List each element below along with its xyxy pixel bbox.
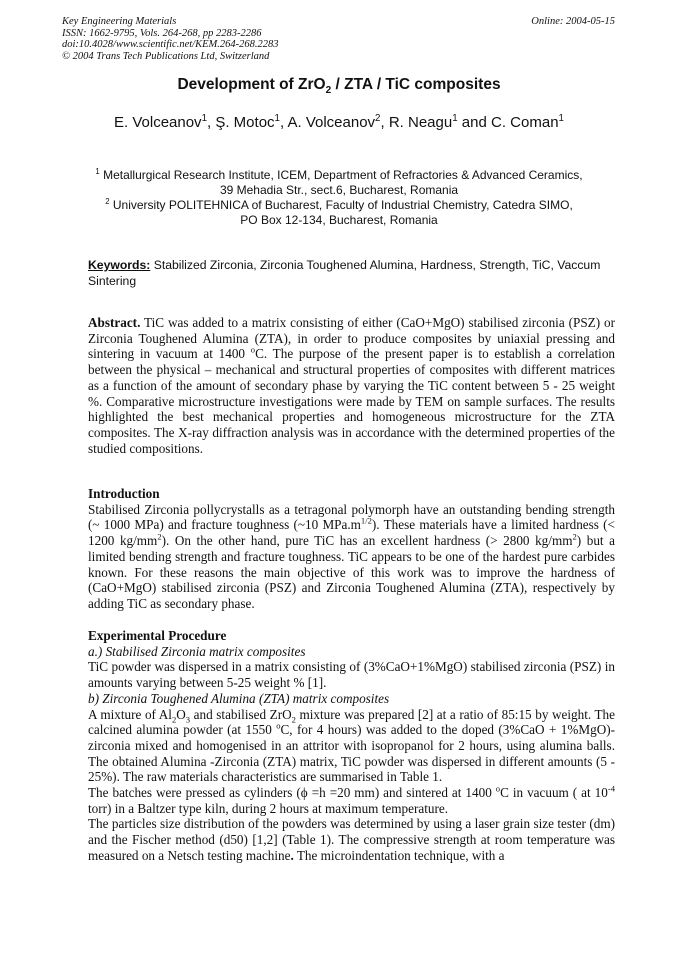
paragraph: A mixture of $Al_2O_3$ and stabilised ZrO$_2$ mixture was prepared [2] at a ratio of 85:15 by weight. The calcined alumina powder (at 1550 $^o$C, for 4 hours) was added to the doped (3%CaO + 1%MgO)-zirconia mixed and homogenised in an attritor with isopropanol for 2 hours, using alumina balls. The obtained Alumina -Zirconia (ZTA) matrix, TiC powder was dispersed in different amounts (5 - 25%). The raw materials characteristics are summarised in Table 1. bbox=[88, 706, 615, 785]
affiliation-2: $^2$ University POLITEHNICA of Bucharest, Faculty of Industrial Chemistry, Catedra SIMO, bbox=[105, 197, 573, 212]
section-heading: Experimental Procedure bbox=[88, 628, 227, 643]
keywords-label: Keywords: bbox=[88, 258, 151, 272]
doi-line: doi:10.4028/www.scientific.net/KEM.264-268.2283 bbox=[62, 39, 279, 50]
abstract: Abstract. TiC was added to a matrix consisting of either (CaO+MgO) stabilised zirconia (PSZ) or Zirconia Toughened Alumina (ZTA), in order to produce composites by uniaxial pressing and sintering in vacuum at 1400 $^o$C. The purpose of the present paper is to establish a correlation between the physical – mechanical and structural properties of composites with different matrices as a function of the amount of secondary phase by varying the TiC content between 5 - 25 weight %. Comparative microstructure investigations were made by TEM on sample surfaces. The results highlighted the best mechanical properties and homogeneous microstructure for the ZTA composites. The X-ray diffraction analysis was in accordance with the determined properties of the studied compositions. bbox=[88, 315, 616, 456]
keywords bbox=[88, 257, 608, 289]
copyright-line: © 2004 Trans Tech Publications Ltd, Switzerland bbox=[62, 50, 270, 62]
author: E. Volceanov$^1$, bbox=[114, 113, 216, 131]
paragraph: Stabilised Zirconia pollycrystalls as a tetragonal polymorph have an outstanding bending strength (~ 1000 MPa) and fracture toughness (~10 $MPa.m^{1/2}$). These materials have a limited hardness (< 1200 $kg/mm^2$). On the other hand, pure TiC has an excellent hardness (> 2800 $kg/mm^2$) but a limited bending strength and fracture toughness. TiC appears to be one of the hardest pure carbides known. For these reasons the main objective of this work was to improve the hardness of (CaO+MgO) stabilised zirconia (PSZ) and Zirconia Toughened Alumina (ZTA), respectively by adding TiC as secondary phase. bbox=[88, 501, 615, 611]
paragraph: The batches were pressed as cylinders (ϕ =h =20 mm) and sintered at 1400 $^o$C in vacuum ( at $10^{-4}$ torr) in a Baltzer type kiln, during 2 hours at maximum temperature. bbox=[88, 783, 615, 816]
introduction-section bbox=[88, 486, 615, 612]
running-header bbox=[62, 16, 615, 62]
author: C. Coman$^1$ bbox=[491, 113, 564, 131]
author: R. Neagu$^1$ and bbox=[388, 113, 492, 131]
author: Ş. Motoc$^1$, bbox=[215, 113, 288, 131]
affiliation-1-address: 39 Mehadia Str., sect.6, Bucharest, Romania bbox=[219, 183, 459, 197]
abstract-label: Abstract. bbox=[88, 315, 141, 330]
affiliation-2-address: PO Box 12-134, Bucharest, Romania bbox=[240, 213, 438, 227]
subsection-heading: a.) Stabilised Zirconia matrix composites bbox=[88, 643, 306, 659]
keywords-text: Stabilized Zirconia, Zirconia Toughened Alumina, Hardness, Strength, TiC, Vaccum Sintering bbox=[88, 258, 601, 288]
affiliation-1: $^1$ Metallurgical Research Institute, ICEM, Department of Refractories & Advanced Ceramics, bbox=[95, 167, 583, 182]
issn-line: ISSN: 1662-9795, Vols. 264-268, pp 2283-2286 bbox=[62, 27, 262, 39]
paper-title: Development of ZrO$_2$ / ZTA / TiC composites bbox=[177, 76, 501, 97]
author-list bbox=[0, 114, 678, 131]
affiliations bbox=[0, 168, 678, 228]
journal-name: Key Engineering Materials bbox=[62, 16, 177, 27]
paragraph: TiC powder was dispersed in a matrix consisting of (3%CaO+1%MgO) stabilised zirconia (PSZ) in amounts varying between 5-25 weight % [1]. bbox=[88, 659, 615, 691]
paragraph: The particles size distribution of the powders was determined by using a laser grain size tester (dm) and the Fischer method (d50) [1,2] (Table 1). The compressive strength at room temperature was measured on a Netsch testing machine. The microindentation technique, with a bbox=[88, 816, 615, 863]
author: A. Volceanov$^2$, bbox=[287, 113, 389, 131]
online-date: Online: 2004-05-15 bbox=[531, 16, 615, 27]
experimental-section bbox=[88, 628, 615, 864]
section-heading: Introduction bbox=[88, 486, 160, 501]
subsection-heading: b) Zirconia Toughened Alumina (ZTA) matrix composites bbox=[88, 690, 390, 706]
